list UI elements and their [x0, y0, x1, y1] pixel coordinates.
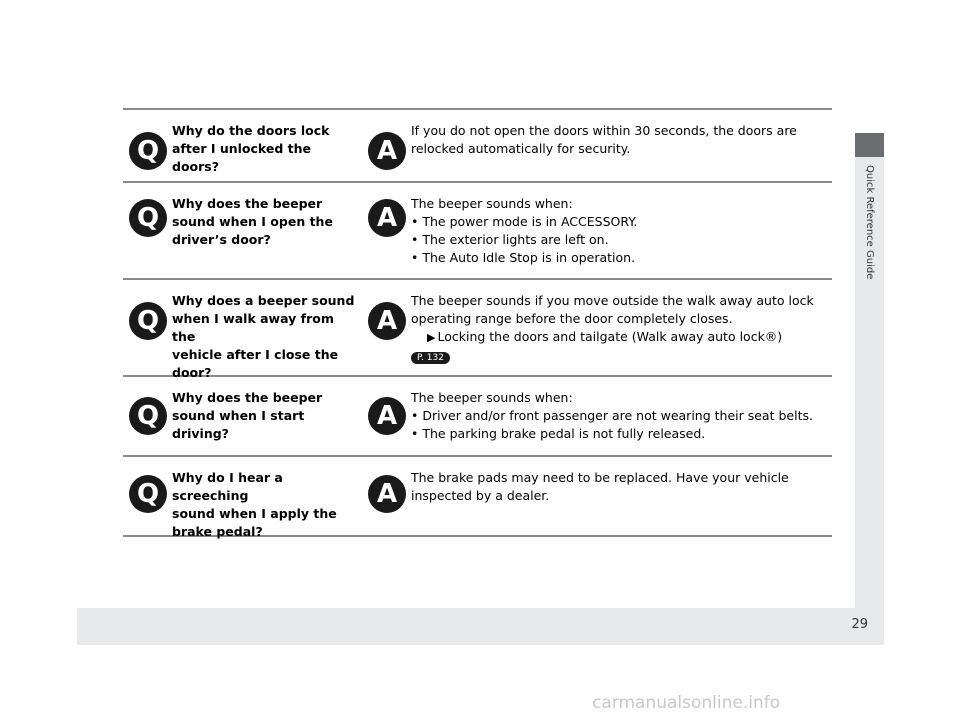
bullet-item: • The exterior lights are left on. — [411, 231, 831, 249]
answer-badge-icon: A — [368, 475, 406, 513]
answer-badge-icon: A — [368, 302, 406, 340]
question-badge-icon: Q — [129, 475, 167, 513]
question-badge-icon: Q — [129, 199, 167, 237]
faq-item — [123, 377, 832, 457]
footer-band — [77, 608, 884, 645]
bullet-item: • The power mode is in ACCESSORY. — [411, 213, 831, 231]
answer-text: The beeper sounds when: • Driver and/or front passenger are not wearing their seat belts. • The parking brake pedal is not fully released. — [411, 389, 831, 443]
question-badge-icon: Q — [129, 397, 167, 435]
bullet-item: • The Auto Idle Stop is in operation. — [411, 249, 831, 267]
cross-reference-link[interactable] — [411, 328, 831, 347]
cross-reference-text: Locking the doors and tailgate (Walk away auto lock®) — [437, 329, 783, 344]
question-badge-icon: Q — [129, 302, 167, 340]
faq-item — [123, 183, 832, 280]
section-side-tab — [855, 133, 884, 608]
page-number: 29 — [851, 617, 868, 632]
side-tab-marker — [855, 133, 884, 157]
question-text: Why do the doors lock after I unlocked the doors? — [172, 123, 330, 174]
faq-item — [123, 110, 832, 183]
answer-badge-icon: A — [368, 132, 406, 170]
answer-text: If you do not open the doors within 30 seconds, the doors are relocked automatically for security. — [411, 123, 797, 156]
arrow-right-icon: ▶ — [427, 331, 436, 344]
answer-text: The brake pads may need to be replaced. Have your vehicle inspected by a dealer. — [411, 470, 789, 503]
answer-badge-icon: A — [368, 397, 406, 435]
answer-text: The beeper sounds when: • The power mode is in ACCESSORY. • The exterior lights are left on. • The Auto Idle Stop is in operation. — [411, 195, 831, 267]
bullet-item: • Driver and/or front passenger are not wearing their seat belts. — [411, 407, 831, 425]
question-text: Why does the beeper sound when I open the driver’s door? — [172, 196, 333, 247]
section-label: Quick Reference Guide — [864, 165, 875, 280]
question-text: Why do I hear a screeching sound when I apply the brake pedal? — [172, 470, 337, 539]
question-text: Why does the beeper sound when I start driving? — [172, 390, 323, 441]
faq-item — [123, 280, 832, 380]
answer-text: The beeper sounds if you move outside the walk away auto lock operating range before the door completely closes. ▶ Locking the doors and tailgate (Walk away auto lock®) P. 132 — [411, 292, 831, 365]
answer-badge-icon: A — [368, 199, 406, 237]
page-reference-badge[interactable]: P. 132 — [411, 352, 450, 364]
faq-list — [123, 108, 832, 537]
faq-item — [123, 457, 832, 537]
question-badge-icon: Q — [129, 132, 167, 170]
bullet-item: • The parking brake pedal is not fully released. — [411, 425, 831, 443]
watermark: carmanualsonline.info — [592, 693, 781, 713]
question-text: Why does a beeper sound when I walk away from the vehicle after I close the door? — [172, 293, 355, 380]
